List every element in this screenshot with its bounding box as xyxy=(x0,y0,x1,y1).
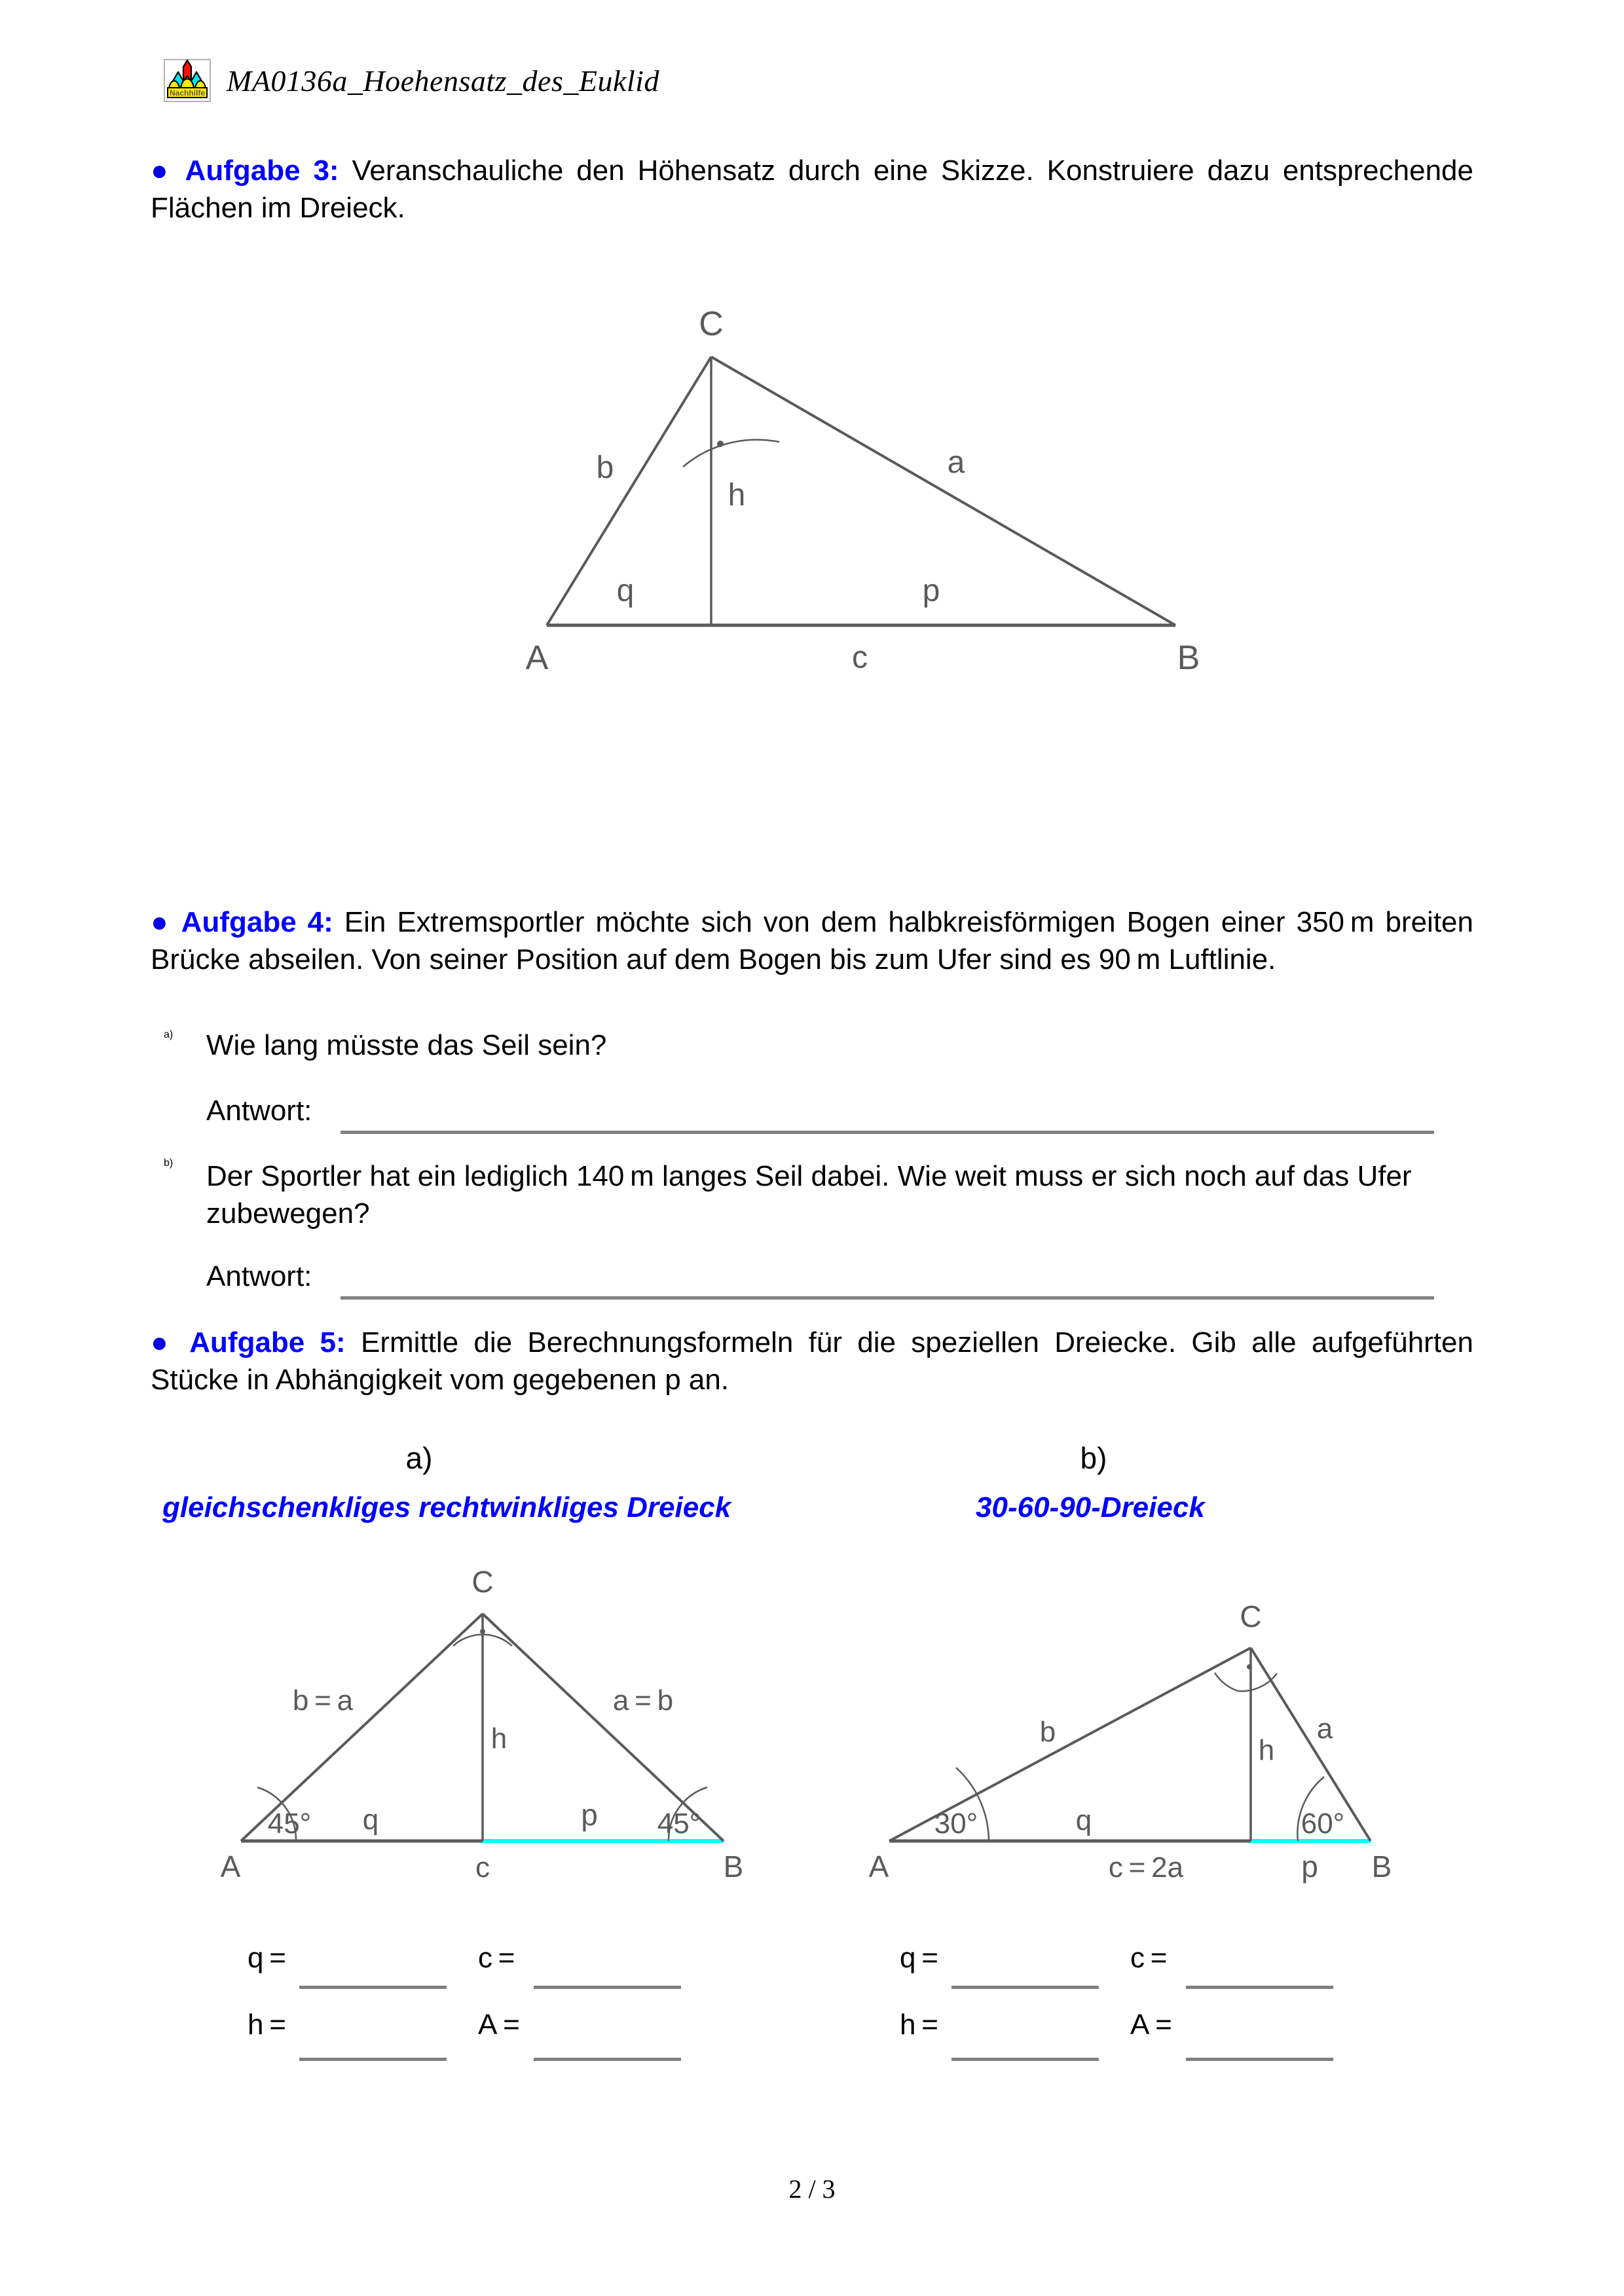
task5-text: Ermittle die Berechnungsformeln für die speziellen Dreiecke. Gib alle aufgeführten Stücke in Abhängigkeit vom gegebenen p an. xyxy=(151,1326,1473,1396)
label-5a-vertex-C: C xyxy=(471,1565,494,1599)
label-5a-height-h: h xyxy=(490,1722,507,1755)
task5b-blank-c-line[interactable] xyxy=(1186,1986,1333,1989)
label-vertex-A: A xyxy=(525,639,549,674)
label-5a-angle-B: 45° xyxy=(657,1808,701,1840)
figure-task3-triangle xyxy=(498,295,1231,674)
label-5b-vertex-C: C xyxy=(1240,1599,1262,1633)
task3-text: Veranschauliche den Höhensatz durch eine Skizze. Konstruiere dazu entsprechende Flächen im Dreieck. xyxy=(151,155,1473,225)
label-side-a: a xyxy=(947,445,965,480)
task4-item-a-answer-label: Antwort: xyxy=(206,1095,312,1127)
label-5a-vertex-B: B xyxy=(723,1850,744,1884)
label-5b-vertex-A: A xyxy=(868,1850,889,1884)
label-5a-segment-p: p xyxy=(581,1798,598,1832)
task4-text: Ein Extremsportler möchte sich von dem halbkreisförmigen Bogen einer 350 m breiten Brücke abseilen. Von seiner Position auf dem Bogen bis zum Ufer sind es 90 m Luftlinie. xyxy=(151,906,1473,976)
task5a-blank-A-label: A = xyxy=(478,2009,520,2041)
task5a-blank-A-line[interactable] xyxy=(534,2058,681,2061)
label-side-c: c xyxy=(852,640,868,674)
label-5a-vertex-A: A xyxy=(220,1850,241,1884)
task5b-blank-q-line[interactable] xyxy=(951,1986,1099,1989)
label-5b-segment-q: q xyxy=(1075,1804,1092,1836)
label-5b-vertex-B: B xyxy=(1371,1850,1392,1884)
label-5a-side-right: a = b xyxy=(612,1685,674,1717)
label-vertex-C: C xyxy=(699,305,724,343)
task4-label: Aufgabe 4: xyxy=(181,906,344,938)
task5a-blank-q-line[interactable] xyxy=(299,1986,447,1989)
task4-paragraph xyxy=(151,903,1473,978)
figure-task5b-triangle xyxy=(858,1558,1401,1886)
task5-column-b-subtitle: 30-60-90-Dreieck xyxy=(976,1491,1205,1523)
label-5b-segment-p: p xyxy=(1301,1850,1318,1884)
task3-label: Aufgabe 3: xyxy=(185,155,352,187)
label-segment-q: q xyxy=(616,574,635,608)
label-5a-segment-q: q xyxy=(362,1804,379,1836)
task4-bullet: ● xyxy=(151,906,181,938)
task5-label: Aufgabe 5: xyxy=(189,1326,361,1358)
task5b-blank-h-label: h = xyxy=(900,2009,938,2041)
task4-item-b-answer-label: Antwort: xyxy=(206,1260,312,1292)
label-5b-side-c: c = 2a xyxy=(1108,1851,1184,1884)
task5-column-b-letter: b) xyxy=(1080,1441,1107,1475)
label-5a-angle-A: 45° xyxy=(267,1808,312,1840)
task4-item-b-answer-line[interactable] xyxy=(341,1296,1434,1300)
page-title: MA0136a_Hoehensatz_des_Euklid xyxy=(227,64,659,98)
task5b-blank-A-line[interactable] xyxy=(1186,2058,1333,2061)
task5-column-a-subtitle: gleichschenkliges rechtwinkliges Dreieck xyxy=(162,1491,731,1523)
label-5a-side-c: c xyxy=(475,1851,490,1884)
label-5a-side-left: b = a xyxy=(292,1685,354,1717)
task4-item-a-text: Wie lang müsste das Seil sein? xyxy=(206,1029,607,1061)
page-footer: 2 / 3 xyxy=(788,2174,836,2204)
task4-item-b-text: Der Sportler hat ein lediglich 140 m langes Seil dabei. Wie weit muss er sich noch auf das Ufer zubewegen? xyxy=(206,1160,1412,1230)
task5a-blank-q-label: q = xyxy=(248,1942,286,1974)
task5-paragraph xyxy=(151,1324,1473,1398)
label-side-b: b xyxy=(596,450,614,485)
nachhilfe-logo-icon xyxy=(164,59,211,102)
task5b-blank-A-label: A = xyxy=(1130,2009,1172,2041)
label-5b-height-h: h xyxy=(1258,1734,1275,1766)
task5a-blank-c-label: c = xyxy=(478,1942,515,1974)
label-5b-side-right: a xyxy=(1316,1713,1333,1745)
task5a-blank-c-line[interactable] xyxy=(534,1986,681,1989)
task5b-blank-h-line[interactable] xyxy=(951,2058,1099,2061)
figure-task5a-triangle xyxy=(203,1558,747,1886)
task3-paragraph xyxy=(151,152,1473,227)
task4-item-a-index: a) xyxy=(164,1029,174,1040)
label-5b-side-left: b xyxy=(1039,1716,1056,1748)
task4-item-a-answer-line[interactable] xyxy=(341,1131,1434,1134)
label-height-h: h xyxy=(728,478,746,513)
logo-text: Nachhilfe xyxy=(169,88,206,98)
task3-bullet: ● xyxy=(151,155,185,187)
label-5b-angle-B: 60° xyxy=(1301,1808,1345,1840)
task5a-blank-h-label: h = xyxy=(248,2009,286,2041)
task5b-blank-q-label: q = xyxy=(900,1942,938,1974)
task5-column-a-letter: a) xyxy=(405,1441,433,1475)
task5-bullet: ● xyxy=(151,1326,190,1358)
document-header xyxy=(164,59,659,102)
label-5b-angle-A: 30° xyxy=(934,1808,978,1840)
task5a-blank-h-line[interactable] xyxy=(299,2058,447,2061)
task4-item-b-index: b) xyxy=(164,1157,174,1169)
task5b-blank-c-label: c = xyxy=(1130,1942,1168,1974)
label-segment-p: p xyxy=(922,574,940,608)
label-vertex-B: B xyxy=(1177,639,1200,674)
